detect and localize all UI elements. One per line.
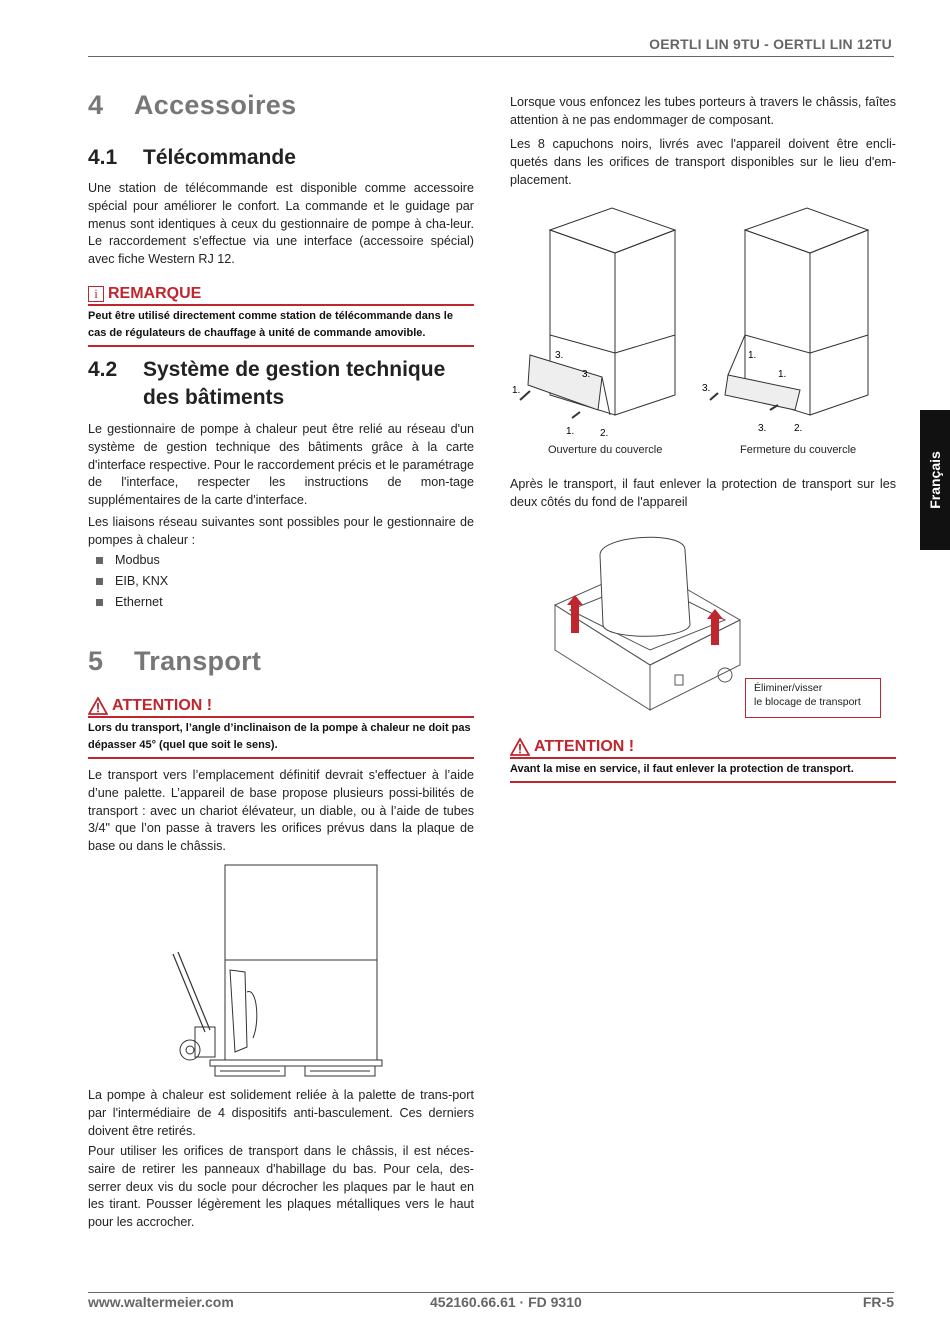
cover-opening-caption: Ouverture du couvercle xyxy=(548,444,663,456)
section-4-2-number: 4.2 xyxy=(88,358,118,381)
cover-closing-figure xyxy=(700,205,880,440)
attention-2-header xyxy=(510,738,896,756)
step-label: 1. xyxy=(566,426,575,437)
section-4-1-title: Télécommande xyxy=(143,146,296,169)
section-4-2-heading xyxy=(88,356,445,412)
callout-line-2: le blocage de transport xyxy=(754,696,861,708)
network-list-item: EIB, KNX xyxy=(88,571,474,592)
warning-triangle-icon xyxy=(88,697,108,715)
attention-2-bottom-rule xyxy=(510,781,896,783)
section-5-title: Transport xyxy=(134,646,262,676)
step-label: 3. xyxy=(582,369,591,380)
remarque-body: Peut être utilisé directement comme station de télécommande dans le cas de régulateurs de chauffage à unité de commande amovible. xyxy=(88,310,453,339)
step-label: 2. xyxy=(794,423,803,434)
attention-1-bottom-rule xyxy=(88,757,474,759)
cover-closing-caption: Fermeture du couvercle xyxy=(740,444,857,456)
right-paragraph-1: Lorsque vous enfoncez les tubes porteurs à travers le châssis, faîtes attention à ne pas endommager de composant. xyxy=(510,95,896,127)
cover-opening-figure xyxy=(510,205,690,440)
right-paragraph-2: Les 8 capuchons noirs, livrés avec l'appareil doivent être encli-quetés dans les orifices de transport disponibles sur le lieu d'em-placement. xyxy=(510,137,896,187)
attention-2-body: Avant la mise en service, il faut enlever la protection de transport. xyxy=(510,763,854,775)
attention-2-title: ATTENTION ! xyxy=(534,738,635,755)
attention-1-body: Lors du transport, l’angle d’inclinaison de la pompe à chaleur ne doit pas dépasser 45° (quel que soit le sens). xyxy=(88,722,471,751)
section-4-2-paragraph-2: Les liaisons réseau suivantes sont possibles pour le gestionnaire de pompes à chaleur : xyxy=(88,515,474,547)
section-5-heading xyxy=(88,646,261,677)
section-4-2-title-line2: des bâtiments xyxy=(143,386,285,409)
section-4-title: Accessoires xyxy=(134,90,297,120)
step-label: 1. xyxy=(778,369,787,380)
section-4-number: 4 xyxy=(88,90,104,120)
footer-website: www.waltermeier.com xyxy=(88,1294,234,1310)
network-list xyxy=(88,550,474,613)
section-4-2-paragraph-1: Le gestionnaire de pompe à chaleur peut être relié au réseau d'un système de gestion technique des bâtiments grâce à la carte d'interface respective. Pour le raccordement précis et le paramétrage de l'interface, respecter les instructions de mon-tage supplémentaires de la carte d'interface. xyxy=(88,422,474,508)
transport-lock-callout xyxy=(745,678,881,718)
attention-note-2 xyxy=(510,738,896,783)
language-tab xyxy=(920,410,950,550)
remarque-note xyxy=(88,285,474,347)
step-label: 3. xyxy=(702,383,711,394)
trolley-pallet-figure xyxy=(165,862,390,1084)
attention-1-header xyxy=(88,697,474,715)
section-4-2-title-line1: Système de gestion technique xyxy=(143,358,446,381)
step-label: 2. xyxy=(600,428,609,439)
step-label: 1. xyxy=(512,385,521,396)
network-list-item: Modbus xyxy=(88,550,474,571)
remarque-title: REMARQUE xyxy=(108,285,202,302)
footer-page-number: FR-5 xyxy=(862,1294,894,1310)
footer-rule xyxy=(88,1292,894,1293)
remarque-top-rule xyxy=(88,304,474,306)
transport-paragraph-3: Pour utiliser les orifices de transport dans le châssis, il est néces-saire de retirer les panneaux d'habillage du bas. Pour cela, des-serrer deux vis du socle pour décrocher les plaques par le haut en les tirant. Pousser légèrement les plaques métalliques vers le haut pour les accrocher. xyxy=(88,1144,474,1230)
remarque-bottom-rule xyxy=(88,345,474,347)
header-title: OERTLI LIN 9TU - OERTLI LIN 12TU xyxy=(649,36,892,52)
warning-triangle-icon xyxy=(510,738,530,756)
attention-note-1 xyxy=(88,697,474,759)
section-4-heading xyxy=(88,90,296,121)
step-label: 3. xyxy=(555,350,564,361)
attention-1-top-rule xyxy=(88,716,474,718)
transport-paragraph-1: Le transport vers l’emplacement définitif devrait s'effectuer à l’aide d’une palette. L’appareil de base propose plusieurs possi-bilités de transport : avec un chariot élévateur, un diable, ou à l’aide de tubes 3/4" que l’on passe à travers les orifices prévus dans la plaque de base ou dans le châssis. xyxy=(88,768,474,854)
language-tab-label: Français xyxy=(927,451,943,509)
transport-paragraph-2: La pompe à chaleur est solidement reliée à la palette de trans-port par l'intermédiaire de 4 dispositifs anti-basculement. Ces derniers doivent être retirés. xyxy=(88,1088,474,1138)
section-4-1-number: 4.1 xyxy=(88,146,118,169)
step-label: 1. xyxy=(748,350,757,361)
step-label: 3. xyxy=(758,423,767,434)
network-list-item: Ethernet xyxy=(88,592,474,613)
transport-lock-figure xyxy=(525,525,750,725)
header-rule xyxy=(88,56,894,57)
attention-1-title: ATTENTION ! xyxy=(112,697,213,714)
right-paragraph-3: Après le transport, il faut enlever la protection de transport sur les deux côtés du fond de l'appareil xyxy=(510,477,896,509)
section-4-1-heading xyxy=(88,144,296,172)
section-5-number: 5 xyxy=(88,646,104,676)
section-4-1-paragraph: Une station de télécommande est disponible comme accessoire spécial pour améliorer le confort. La commande et le guidage par menus sont identiques à ceux du gestionnaire de pompe à cha-leur. Le raccordement s'effectue via une interface (accessoire spécial) avec fiche Western RJ 12. xyxy=(88,181,474,267)
remarque-header xyxy=(88,285,474,303)
attention-2-top-rule xyxy=(510,757,896,759)
footer-doc-ref: 452160.66.61 · FD 9310 xyxy=(430,1294,582,1310)
info-icon: i xyxy=(88,286,104,302)
callout-line-1: Éliminer/visser xyxy=(754,682,823,694)
